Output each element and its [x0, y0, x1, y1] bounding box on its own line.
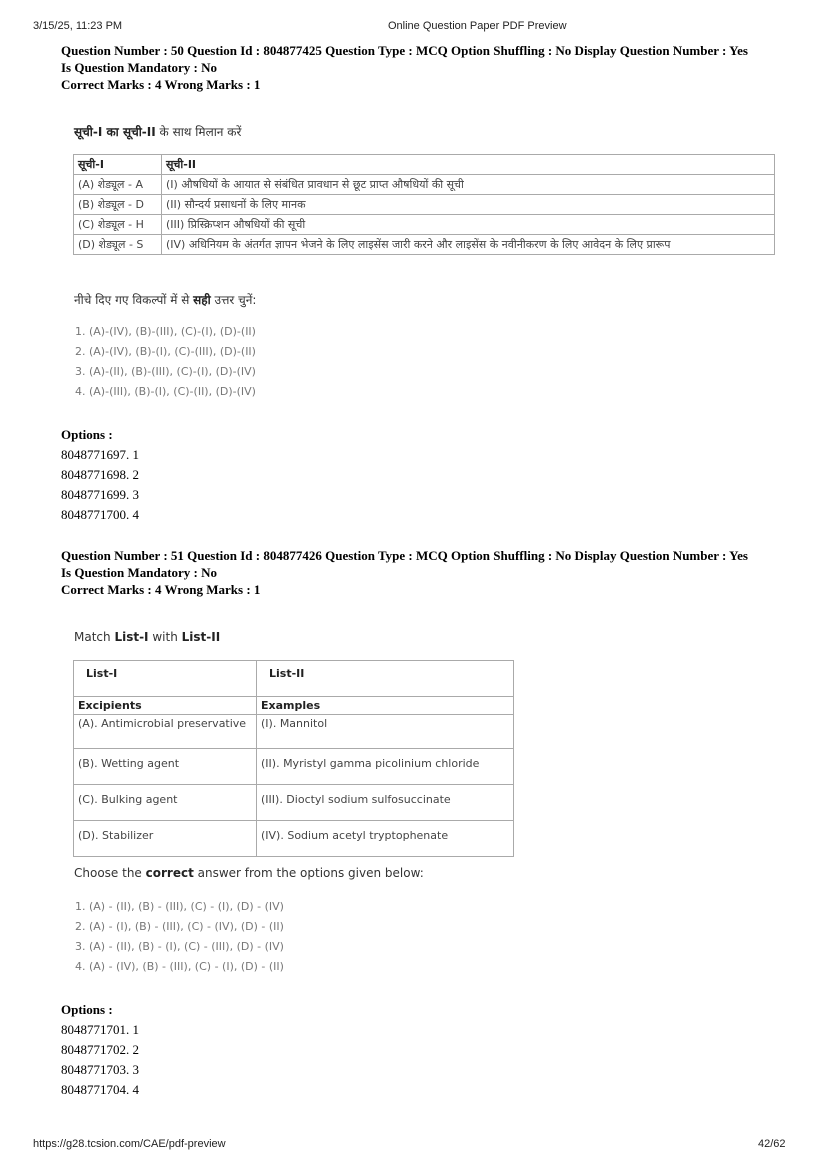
list-item: 8048771699. 3 — [61, 487, 139, 502]
list-item: 8048771700. 4 — [61, 507, 139, 522]
q50-meta — [61, 42, 748, 93]
q50-title-pre: सूची-I का — [74, 125, 123, 139]
q51-options — [61, 1000, 139, 1100]
list-item: 1. (A)-(IV), (B)-(III), (C)-(I), (D)-(II) — [75, 325, 256, 338]
q51-cell: (I). Mannitol — [257, 715, 514, 749]
q50-cell: (I) औषधियों के आयात से संबंधित प्रावधान से छूट प्राप्त औषधियों की सूची — [162, 175, 775, 195]
q51-title-bold2: List-II — [181, 630, 221, 644]
q51-cell: (A). Antimicrobial preservative — [74, 715, 257, 749]
q50-question-title — [74, 123, 241, 140]
q50-instruction-pre: नीचे दिए गए विकल्पों में से — [74, 293, 194, 307]
page-header-title: Online Question Paper PDF Preview — [388, 20, 567, 32]
list-item: 3. (A)-(II), (B)-(III), (C)-(I), (D)-(IV) — [75, 365, 256, 378]
q51-title-bold1: List-I — [114, 630, 149, 644]
q51-cell: (D). Stabilizer — [74, 821, 257, 857]
table-row — [74, 785, 514, 821]
q51-subheader-excipients: Excipients — [74, 697, 257, 715]
list-item: 4. (A)-(III), (B)-(I), (C)-(II), (D)-(IV) — [75, 385, 256, 398]
q51-meta-line3: Correct Marks : 4 Wrong Marks : 1 — [61, 582, 261, 597]
q50-options — [61, 425, 139, 525]
list-item: 2. (A)-(IV), (B)-(I), (C)-(III), (D)-(II) — [75, 345, 256, 358]
list-item: 1. (A) - (II), (B) - (III), (C) - (I), (D) - (IV) — [75, 900, 284, 913]
q51-instruction-post: answer from the options given below: — [193, 866, 424, 880]
q50-cell: (B) शेड्यूल - D — [74, 195, 162, 215]
print-datetime: 3/15/25, 11:23 PM — [33, 20, 123, 32]
q50-instruction — [74, 291, 256, 308]
q50-cell: (II) सौन्दर्य प्रसाधनों के लिए मानक — [162, 195, 775, 215]
q51-title-mid: with — [148, 630, 182, 644]
q50-meta-line3: Correct Marks : 4 Wrong Marks : 1 — [61, 77, 261, 92]
q50-cell: (IV) अधिनियम के अंतर्गत ज्ञापन भेजने के लिए लाइसेंस जारी करने और लाइसेंस के नवीनीकरण के लिए आवेदन के लिए प्रारूप — [162, 235, 775, 255]
q50-match-table — [73, 154, 775, 255]
q51-cell: (III). Dioctyl sodium sulfosuccinate — [257, 785, 514, 821]
q51-meta — [61, 547, 748, 598]
list-item: 8048771698. 2 — [61, 467, 139, 482]
list-item: 8048771704. 4 — [61, 1082, 139, 1097]
q50-cell: (C) शेड्यूल - H — [74, 215, 162, 235]
table-row — [74, 661, 514, 697]
list-item: 8048771702. 2 — [61, 1042, 139, 1057]
q51-meta-line2: Is Question Mandatory : No — [61, 565, 218, 580]
q51-header-list1: List-I — [74, 661, 257, 697]
q51-options-label: Options : — [61, 1002, 113, 1017]
list-item: 8048771697. 1 — [61, 447, 139, 462]
q50-header-list1: सूची-I — [74, 155, 162, 175]
table-row — [74, 175, 775, 195]
q50-title-bold: सूची-II — [122, 125, 156, 139]
list-item: 2. (A) - (I), (B) - (III), (C) - (IV), (D) - (II) — [75, 920, 284, 933]
q51-match-table — [73, 660, 514, 857]
q51-question-title — [74, 630, 220, 644]
q50-meta-line2: Is Question Mandatory : No — [61, 60, 218, 75]
q51-instruction-bold: correct — [145, 866, 194, 880]
page-number: 42/62 — [758, 1138, 786, 1150]
q51-meta-line1: Question Number : 51 Question Id : 804877426 Question Type : MCQ Option Shuffling : No Display Question Number : Yes — [61, 548, 748, 563]
page-url[interactable]: https://g28.tcsion.com/CAE/pdf-preview — [33, 1138, 226, 1150]
table-row — [74, 155, 775, 175]
q50-cell: (A) शेड्यूल - A — [74, 175, 162, 195]
table-row — [74, 235, 775, 255]
table-row — [74, 697, 514, 715]
list-item: 4. (A) - (IV), (B) - (III), (C) - (I), (D) - (II) — [75, 960, 284, 973]
q51-choices — [75, 897, 284, 977]
q51-instruction-pre: Choose the — [74, 866, 146, 880]
list-item: 8048771701. 1 — [61, 1022, 139, 1037]
table-row — [74, 215, 775, 235]
q51-cell: (II). Myristyl gamma picolinium chloride — [257, 749, 514, 785]
q50-instruction-post: उत्तर चुनें: — [210, 293, 257, 307]
q51-header-list2: List-II — [257, 661, 514, 697]
q50-instruction-bold: सही — [193, 293, 211, 307]
q50-header-list2: सूची-II — [162, 155, 775, 175]
q50-cell: (III) प्रिस्क्रिप्शन औषधियों की सूची — [162, 215, 775, 235]
q50-cell: (D) शेड्यूल - S — [74, 235, 162, 255]
table-row — [74, 749, 514, 785]
q50-choices — [75, 322, 256, 402]
q51-cell: (B). Wetting agent — [74, 749, 257, 785]
q51-title-pre: Match — [74, 630, 115, 644]
list-item: 8048771703. 3 — [61, 1062, 139, 1077]
q50-title-post: के साथ मिलान करें — [155, 125, 242, 139]
table-row — [74, 821, 514, 857]
q50-options-label: Options : — [61, 427, 113, 442]
table-row — [74, 195, 775, 215]
list-item: 3. (A) - (II), (B) - (I), (C) - (III), (D) - (IV) — [75, 940, 284, 953]
q50-meta-line1: Question Number : 50 Question Id : 804877425 Question Type : MCQ Option Shuffling : No Display Question Number : Yes — [61, 43, 748, 58]
q51-subheader-examples: Examples — [257, 697, 514, 715]
q51-cell: (C). Bulking agent — [74, 785, 257, 821]
q51-instruction — [74, 866, 424, 880]
table-row — [74, 715, 514, 749]
q51-cell: (IV). Sodium acetyl tryptophenate — [257, 821, 514, 857]
